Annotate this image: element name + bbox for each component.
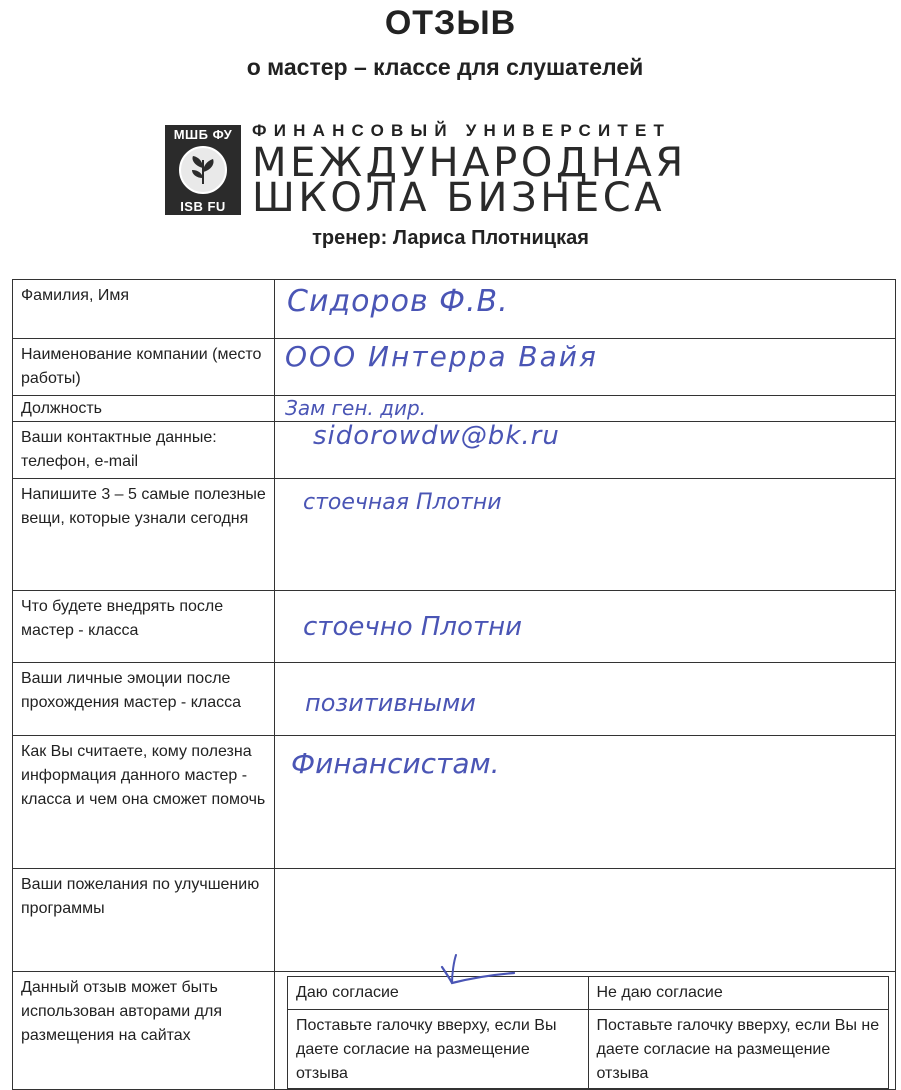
answer-useful-things-field[interactable] xyxy=(275,479,896,591)
trainer-name: тренер: Лариса Плотницкая xyxy=(312,227,589,249)
school-name-line2: ШКОЛА БИЗНЕСА xyxy=(252,175,666,221)
agree-note: Поставьте галочку вверху, если Вы даете согласие на размещение отзыва xyxy=(288,1010,589,1089)
answer-emotions-field[interactable] xyxy=(275,663,896,736)
answer-company-value: ООО Интерра Вайя xyxy=(285,340,598,373)
label-consent: Данный отзыв может быть использован авторами для размещения на сайтах xyxy=(13,972,275,1090)
answer-emotions-value: позитивными xyxy=(305,689,476,717)
answer-who-benefits-value: Финансистам. xyxy=(291,747,500,780)
answer-who-benefits-field[interactable] xyxy=(275,736,896,869)
row-company xyxy=(13,339,896,396)
answer-company-field[interactable] xyxy=(275,339,896,396)
answer-name-field[interactable] xyxy=(275,280,896,339)
answer-suggestions-field[interactable] xyxy=(275,869,896,972)
disagree-label: Не даю согласие xyxy=(596,984,723,1001)
label-implement: Что будете внедрять после мастер - класса xyxy=(13,591,275,663)
label-suggestions: Ваши пожелания по улучшению программы xyxy=(13,869,275,972)
label-contacts: Ваши контактные данные: телефон, e-mail xyxy=(13,422,275,479)
row-emotions xyxy=(13,663,896,736)
answer-contacts-value: sidorowdw@bk.ru xyxy=(313,421,560,451)
university-name: ФИНАНСОВЫЙ УНИВЕРСИТЕТ xyxy=(252,121,672,140)
consent-table xyxy=(287,976,889,1089)
row-implement xyxy=(13,591,896,663)
label-position: Должность xyxy=(13,396,275,422)
agree-label: Даю согласие xyxy=(296,984,399,1001)
answer-position-value: Зам ген. дир. xyxy=(285,396,427,420)
answer-implement-value: стоечно Плотни xyxy=(303,612,522,642)
form-title: ОТЗЫВ xyxy=(384,4,517,42)
row-useful-things xyxy=(13,479,896,591)
isb-logo xyxy=(165,125,241,215)
answer-contacts-field[interactable] xyxy=(275,422,896,479)
answer-implement-field[interactable] xyxy=(275,591,896,663)
disagree-note: Поставьте галочку вверху, если Вы не даете согласие на размещение отзыва xyxy=(588,1010,889,1089)
answer-position-field[interactable] xyxy=(275,396,896,422)
row-contacts xyxy=(13,422,896,479)
label-useful-things: Напишите 3 – 5 самые полезные вещи, которые узнали сегодня xyxy=(13,479,275,591)
form-subtitle: о мастер – классе для слушателей xyxy=(246,54,644,80)
disagree-option[interactable] xyxy=(588,977,889,1010)
label-emotions: Ваши личные эмоции после прохождения мастер - класса xyxy=(13,663,275,736)
school-name-line1: МЕЖДУНАРОДНАЯ xyxy=(252,140,687,186)
logo-top-text: МШБ ФУ xyxy=(173,127,233,142)
answer-useful-things-value: стоечная Плотни xyxy=(303,490,502,515)
label-who-benefits: Как Вы считаете, кому полезна информация данного мастер - класса и чем она сможет помочь xyxy=(13,736,275,869)
label-name: Фамилия, Имя xyxy=(13,280,275,339)
row-who-benefits xyxy=(13,736,896,869)
leaf-emblem-icon xyxy=(179,146,227,194)
label-company: Наименование компании (место работы) xyxy=(13,339,275,396)
row-consent xyxy=(13,972,896,1090)
logo-bottom-text: ISB FU xyxy=(180,199,226,214)
consent-options xyxy=(275,972,896,1090)
row-position xyxy=(13,396,896,422)
answer-name-value: Сидоров Ф.В. xyxy=(287,284,509,319)
agree-option[interactable] xyxy=(288,977,589,1010)
checkmark-icon xyxy=(438,953,518,987)
row-name xyxy=(13,280,896,339)
feedback-form-table xyxy=(12,279,896,1090)
